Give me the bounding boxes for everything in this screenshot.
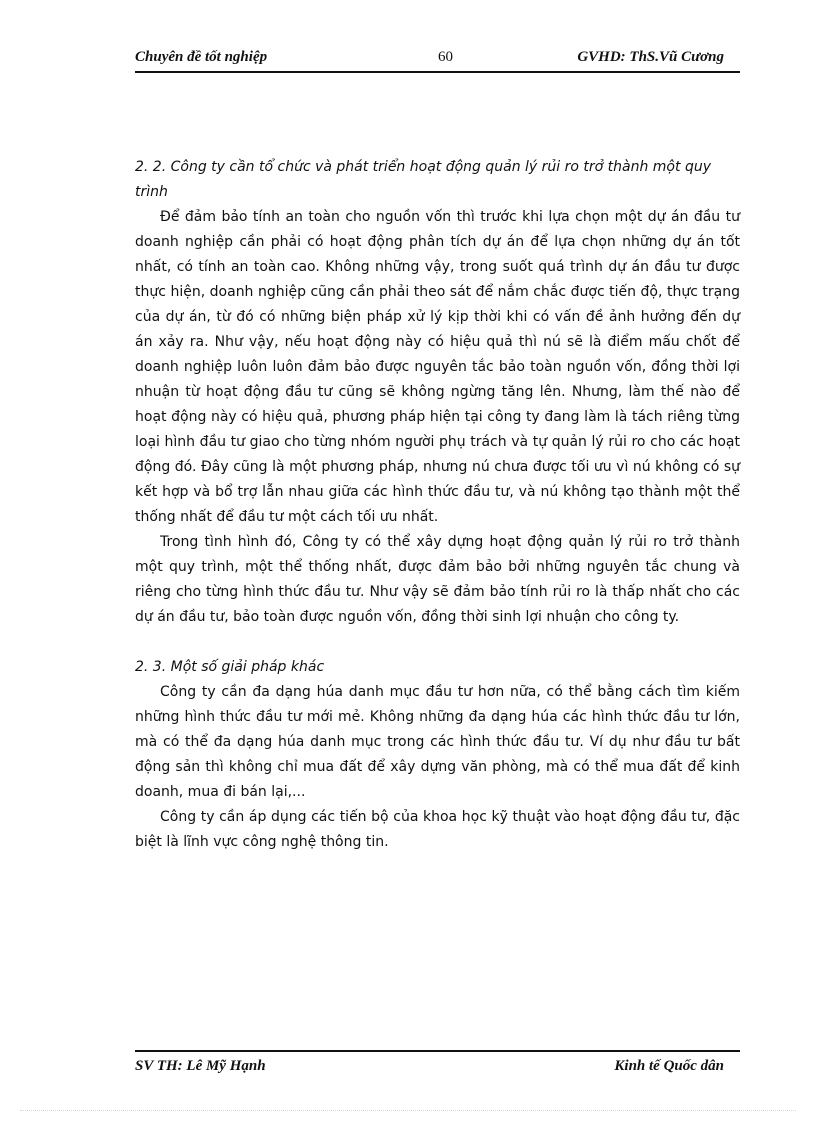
page-footer [135,1050,740,1080]
paragraph: Trong tình hình đó, Công ty có thể xây dựng hoạt động quản lý rủi ro trở thành một quy trình, một thể thống nhất, được đảm bảo bởi những nguyên tắc chung và riêng cho từng hình thức đầu tư. Như vậy sẽ đảm bảo tính rủi ro là thấp nhất cho các dự án đầu tư, bảo toàn được nguồn vốn, đồng thời sinh lợi nhuận cho công ty. [135,534,740,625]
section-2-2 [135,155,740,630]
paragraph: Công ty cần áp dụng các tiến bộ của khoa học kỹ thuật vào hoạt động đầu tư, đặc biệt là lĩnh vực công nghệ thông tin. [135,809,740,850]
paragraph: Để đảm bảo tính an toàn cho nguồn vốn thì trước khi lựa chọn một dự án đầu tư doanh nghiệp cần phải có hoạt động phân tích dự án để lựa chọn những dự án tốt nhất, có tính an toàn cao. Không những vậy, trong suốt quá trình dự án đầu tư được thực hiện, doanh nghiệp cũng cần phải theo sát để nắm chắc được tiến độ, thực trạng của dự án, từ đó có những biện pháp xử lý kịp thời khi có vấn đề ảnh hưởng đến dự án xảy ra. Như vậy, nếu hoạt động này có hiệu quả thì nú sẽ là điểm mấu chốt để doanh nghiệp luôn luôn đảm bảo được nguyên tắc bảo toàn nguồn vốn, đồng thời lợi nhuận từ hoạt động đầu tư cũng sẽ không ngừng tăng lên. Nhưng, làm thế nào để hoạt động này có hiệu quả, phương pháp hiện tại công ty đang làm là tách riêng từng loại hình đầu tư giao cho từng nhóm người phụ trách và tự quản lý rủi ro cho các hoạt động đó. Đây cũng là một phương pháp, nhưng nú chưa được tối ưu vì nú không có sự kết hợp và bổ trợ lẫn nhau giữa các hình thức đầu tư, và nú không tạo thành một thể thống nhất để đầu tư một cách tối ưu nhất. [135,209,740,525]
document-body [135,155,740,855]
footer-university: Kinh tế Quốc dân [614,1058,724,1074]
footer-student-name: SV TH: Lê Mỹ Hạnh [135,1058,266,1074]
section-spacer [135,630,740,655]
header-page-number: 60 [438,49,453,65]
section-heading: 2. 3. Một số giải pháp khác [135,659,325,675]
page-edge-divider [20,1110,796,1111]
section-2-3 [135,655,740,855]
section-heading: 2. 2. Công ty cần tổ chức và phát triển hoạt động quản lý rủi ro trở thành một quy trình [135,159,711,200]
paragraph: Công ty cần đa dạng húa danh mục đầu tư hơn nữa, có thể bằng cách tìm kiếm những hình thức đầu tư mới mẻ. Không những đa dạng húa các hình thức đầu tư lớn, mà có thể đa dạng húa danh mục trong các hình thức đầu tư. Ví dụ như đầu tư bất động sản thì không chỉ mua đất để xây dựng văn phòng, mà có thể mua đất để kinh doanh, mua đi bán lại,... [135,684,740,800]
header-thesis-title: Chuyên đề tốt nghiệp [135,49,268,65]
page-header [135,47,740,73]
header-advisor: GVHD: ThS.Vũ Cương [577,49,724,65]
